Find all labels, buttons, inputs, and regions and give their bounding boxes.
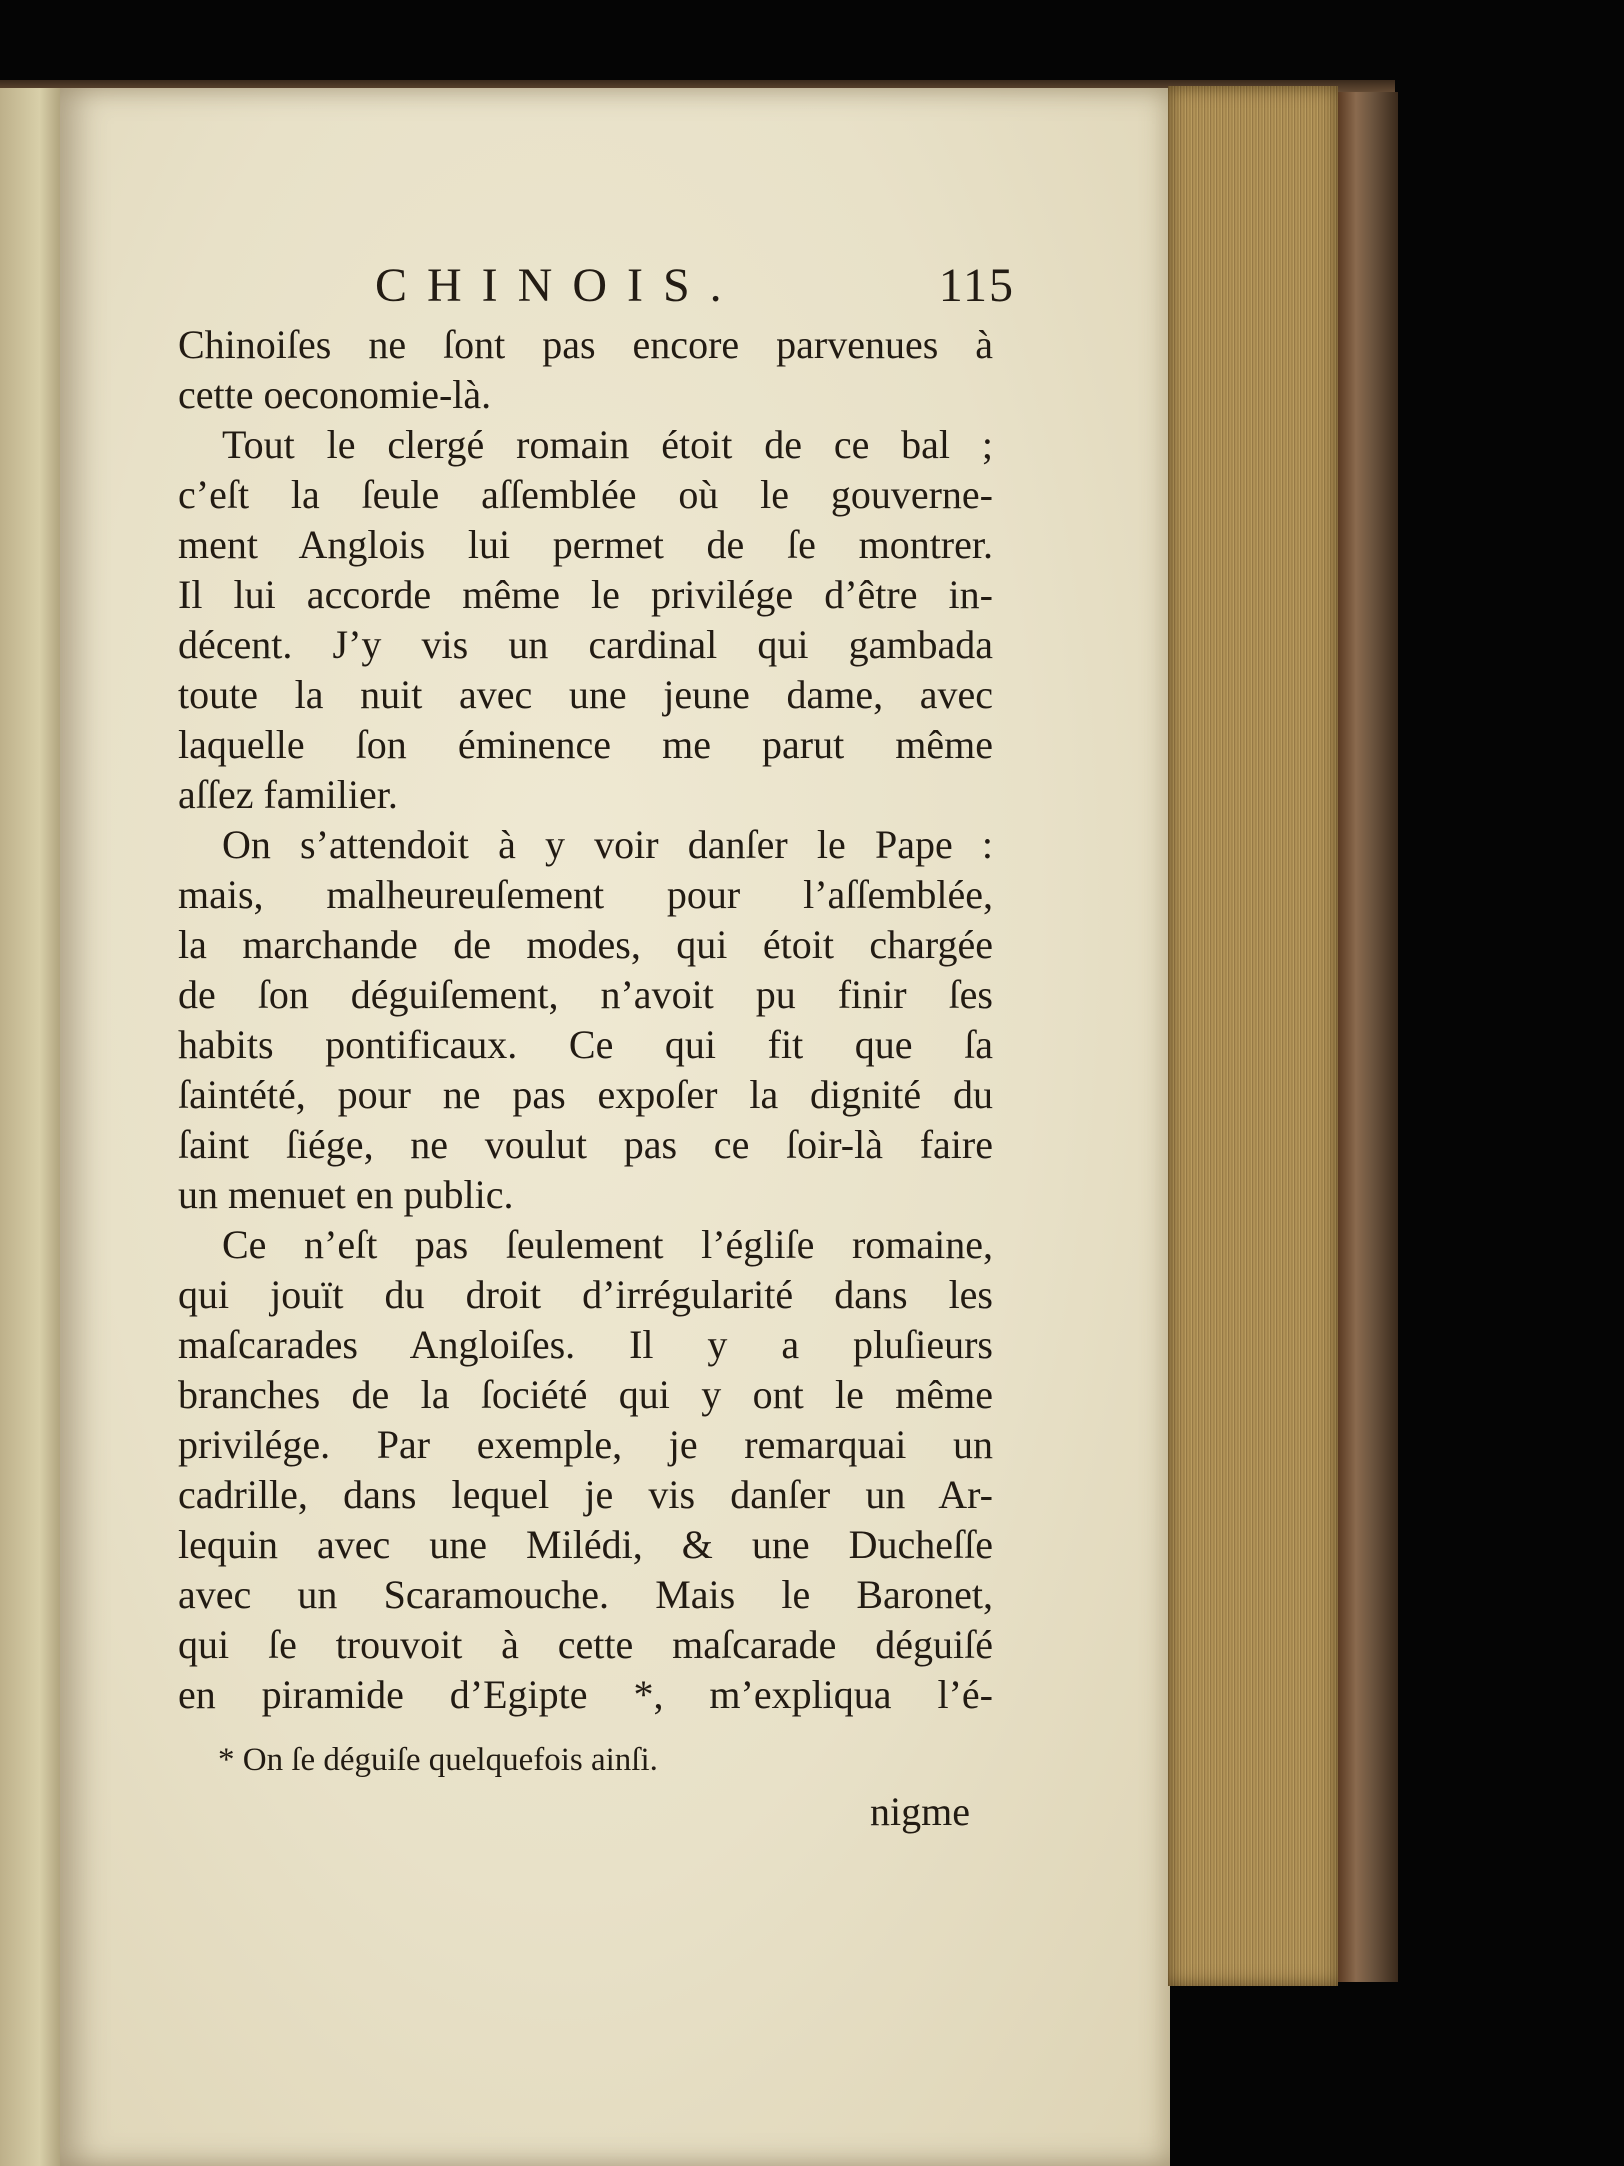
footnote: * On ſe déguiſe quelquefois ainſi. — [218, 1742, 658, 1778]
text-line: décent. J’y vis un cardinal qui gambada — [178, 622, 993, 667]
text-line: la marchande de modes, qui étoit chargée — [178, 922, 993, 967]
text-line: habits pontificaux. Ce qui fit que ſa — [178, 1022, 993, 1067]
text-line: avec un Scaramouche. Mais le Baronet, — [178, 1572, 993, 1617]
text-line: On s’attendoit à y voir danſer le Pape : — [222, 822, 993, 867]
text-line: ſaint ſiége, ne voulut pas ce ſoir-là faire — [178, 1122, 993, 1167]
text-line: privilége. Par exemple, je remarquai un — [178, 1422, 993, 1467]
text-line: en piramide d’Egipte *, m’expliqua l’é- — [178, 1672, 993, 1717]
text-line: cadrille, dans lequel je vis danſer un Ar- — [178, 1472, 993, 1517]
text-line: toute la nuit avec une jeune dame, avec — [178, 672, 993, 717]
left-page-edge — [0, 88, 66, 2166]
page-number: 115 — [938, 259, 1015, 312]
text-line: ment Anglois lui permet de ſe montrer. — [178, 522, 993, 567]
page-block-edge — [1168, 86, 1338, 1986]
text-line: aſſez familier. — [178, 772, 398, 817]
text-line: laquelle ſon éminence me parut même — [178, 722, 993, 767]
text-line: mais, malheureuſement pour l’aſſemblée, — [178, 872, 993, 917]
text-line: de ſon déguiſement, n’avoit pu finir ſes — [178, 972, 993, 1017]
text-line: Chinoiſes ne ſont pas encore parvenues à — [178, 322, 993, 367]
text-line: qui ſe trouvoit à cette maſcarade déguiſé — [178, 1622, 993, 1667]
book-cover-edge — [1338, 92, 1398, 1982]
running-title: CHINOIS. — [375, 259, 742, 312]
text-line: un menuet en public. — [178, 1172, 514, 1217]
text-line: qui jouït du droit d’irrégularité dans les — [178, 1272, 993, 1317]
text-line: maſcarades Angloiſes. Il y a pluſieurs — [178, 1322, 993, 1367]
text-line: cette oeconomie-là. — [178, 372, 492, 417]
text-line: Tout le clergé romain étoit de ce bal ; — [222, 422, 993, 467]
text-line: Ce n’eſt pas ſeulement l’égliſe romaine, — [222, 1222, 993, 1267]
body-text — [178, 320, 993, 1720]
text-line: c’eſt la ſeule aſſemblée où le gouverne- — [178, 472, 993, 517]
text-line: lequin avec une Milédi, & une Ducheſſe — [178, 1522, 993, 1567]
text-line: branches de la ſociété qui y ont le même — [178, 1372, 993, 1417]
page-header — [375, 258, 1015, 318]
text-line: ſaintété, pour ne pas expoſer la dignité du — [178, 1072, 993, 1117]
text-line: Il lui accorde même le privilége d’être in- — [178, 572, 993, 617]
catchword: nigme — [870, 1789, 970, 1834]
